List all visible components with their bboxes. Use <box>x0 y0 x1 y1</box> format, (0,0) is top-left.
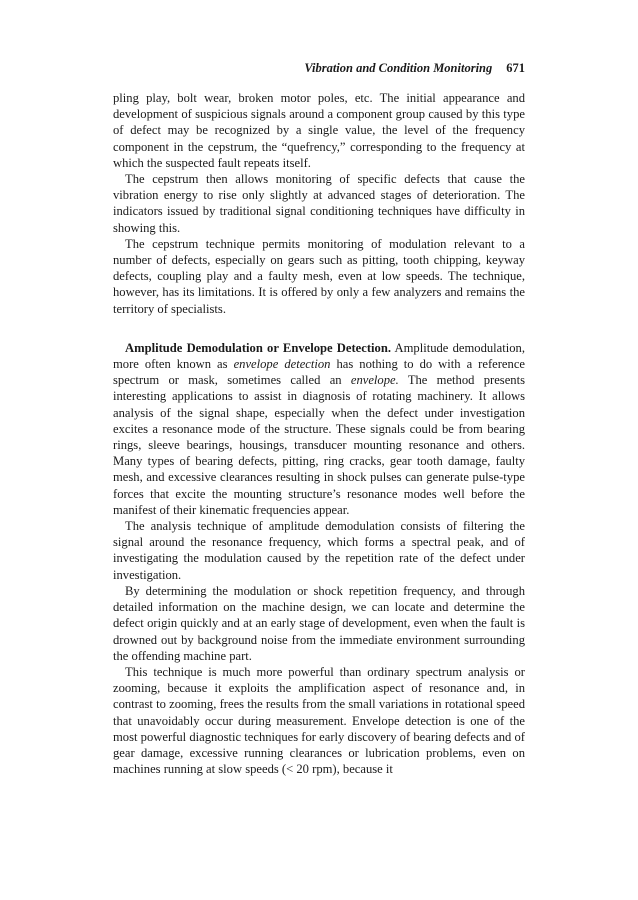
envelope-paragraph-1 <box>113 340 525 518</box>
book-page <box>113 60 525 777</box>
envelope-paragraph-2: The analysis technique of amplitude demodulation consists of filtering the signal around the resonance frequency, which forms a spectral peak, and of investigating the modulation caused by the repetition rate of the defect under investigation. <box>113 519 525 582</box>
cepstrum-paragraph-2: The cepstrum then allows monitoring of specific defects that cause the vibration energy to rise only slightly at advanced stages of deterioration. The indicators issued by traditional signal conditioning techniques have difficulty in showing this. <box>113 172 525 235</box>
envelope-text-1c: The method presents interesting applications to assist in diagnosis of rotating machinery. It allows analysis of the signal shape, especially when the defect under investigation excites a resonance mode of the structure. These signals could be from bearing rings, sleeve bearings, housings, transducer mounting resonance and others. Many types of bearing defects, pitting, ring cracks, gear tooth damage, faulty mesh, and excessive clearances resulting in shock pulses can generate pulse-type forces that excite the mounting structure’s resonance modes well before the manifest of their kinematic frequencies appear. <box>113 373 525 517</box>
envelope-text-1b: has nothing to do with a reference spectrum or mask, sometimes called an <box>113 357 525 388</box>
cepstrum-paragraph-1: pling play, bolt wear, broken motor poles, etc. The initial appearance and development of suspicious signals around a component group caused by this type of defect may be recognized by a single value, the level of the frequency component in the cepstrum, the “quefrency,” corresponding to the frequency at which the suspected fault repeats itself. <box>113 91 525 170</box>
envelope-paragraph-4: This technique is much more powerful than ordinary spectrum analysis or zooming, because it exploits the amplification aspect of resonance and, in contrast to zooming, frees the results from the small variations in rotational speed that unavoidably occur during measurement. Envelope detection is one of the most powerful diagnostic techniques for early discovery of bearing defects and of gear damage, excessive running clearances or lubrication problems, even on machines running at slow speeds (< 20 rpm), because it <box>113 664 525 777</box>
envelope-detection-section <box>113 340 525 777</box>
running-head-title: Vibration and Condition Monitoring <box>304 61 493 75</box>
envelope-emphasis-2: envelope. <box>350 373 399 388</box>
cepstrum-paragraph-3: The cepstrum technique permits monitoring of modulation relevant to a number of defects, especially on gears such as pitting, tooth chipping, keyway defects, coupling play and a faulty mesh, even at low speeds. The technique, however, has its limitations. It is offered by only a few analyzers and remains the territory of specialists. <box>113 236 525 316</box>
section-spacer <box>113 317 525 340</box>
cepstrum-section <box>113 90 525 317</box>
envelope-text-1a: Amplitude demodulation, more often known as <box>113 340 525 372</box>
page-number: 671 <box>506 61 525 75</box>
section-heading: Amplitude Demodulation or Envelope Detection. <box>125 340 392 355</box>
running-head <box>113 60 525 90</box>
envelope-paragraph-3: By determining the modulation or shock repetition frequency, and through detailed information on the machine design, we can locate and determine the defect origin quickly and at an early stage of development, even when the fault is drowned out by background noise from the immediate environment surrounding the offending machine part. <box>113 583 525 663</box>
envelope-emphasis-1: envelope detection <box>233 357 331 372</box>
